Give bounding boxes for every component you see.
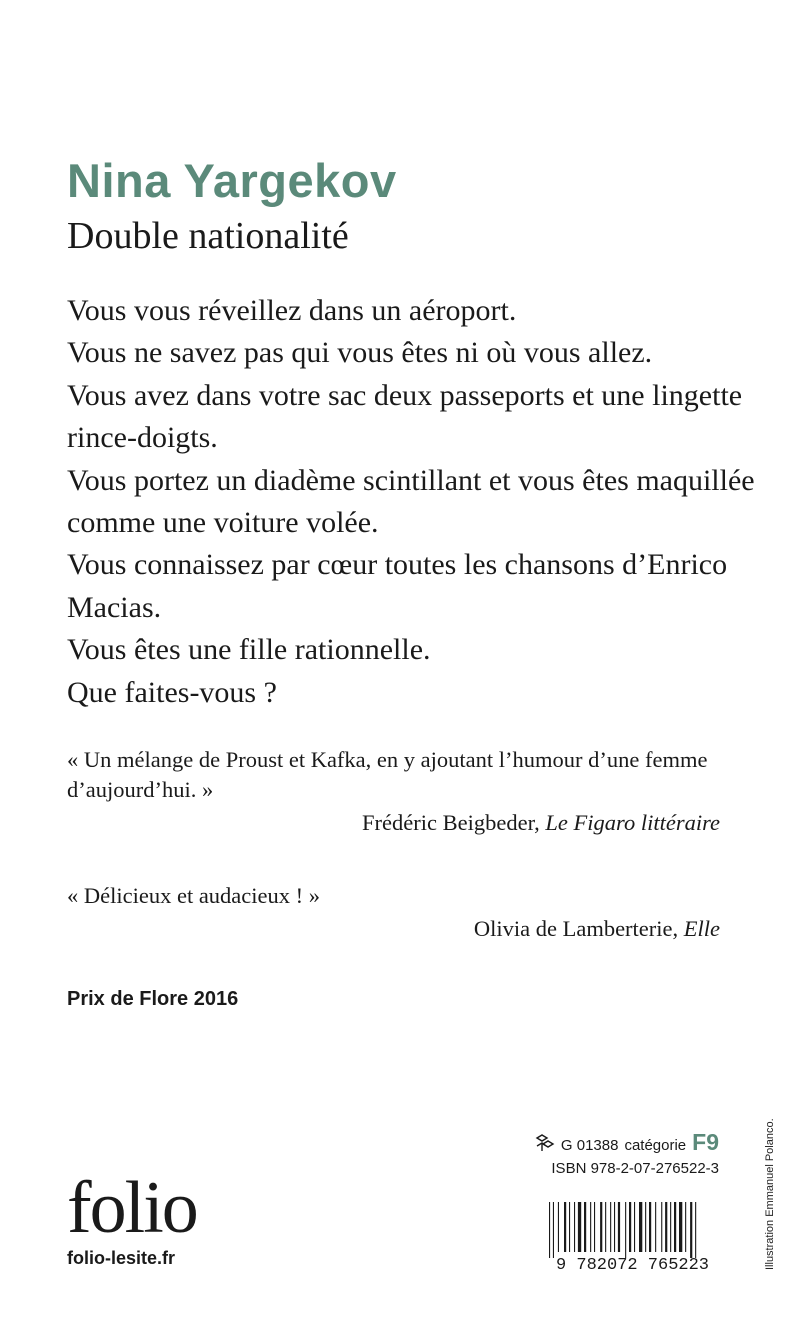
quote-attribution [67,808,720,838]
barcode-bar [605,1202,606,1252]
barcode-bar [590,1202,591,1252]
blurb-line: Vous vous réveillez dans un aéroport. [67,294,517,327]
blurb-line: Vous connaissez par cœur toutes les chansons d’Enrico [67,548,728,582]
blurb-line: Vous portez un diadème scintillant et vous êtes maquillée [67,463,755,497]
blurb-line: Vous ne savez pas qui vous êtes ni où vous allez. [67,336,653,370]
barcode-bar [549,1202,550,1258]
quote-author: Frédéric Beigbeder, [362,810,546,835]
barcode-bar [690,1202,692,1258]
quote-line: d’aujourd’hui. » [67,777,214,802]
quote-line: « Délicieux et audacieux ! » [67,883,321,908]
prize-label: Prix de Flore 2016 [67,988,239,1010]
barcode-bar [584,1202,586,1252]
blurb-line: comme une voiture volée. [67,505,379,539]
barcode-bar [639,1202,642,1252]
blurb-line: Macias. [67,590,162,624]
blurb-line: rince-doigts. [67,421,218,455]
barcode-bar [695,1202,696,1258]
quote-source: Elle [683,916,720,941]
quote-author: Olivia de Lamberterie, [473,916,684,941]
g-code: G 01388 [560,1137,619,1154]
barcode-bar [610,1202,611,1252]
barcode-bar [600,1202,602,1252]
gallimard-emblem-icon [535,1134,555,1152]
author-name: Nina Yargekov [67,154,397,207]
barcode-bar [614,1202,615,1252]
barcode-bar [618,1202,620,1252]
barcode-bar [665,1202,667,1252]
barcode-bar [661,1202,662,1252]
barcode-bars [549,1202,696,1258]
barcode-bar [594,1202,595,1252]
quote-attribution [67,914,720,944]
barcode-bar [679,1202,682,1252]
barcode-bar [655,1202,656,1252]
barcode-bar [553,1202,554,1258]
barcode-bar [670,1202,671,1252]
barcode-bar [674,1202,676,1252]
blurb [67,290,755,714]
isbn: ISBN 978-2-07-276522-3 [551,1160,719,1177]
barcode-bar [685,1202,686,1252]
blurb-line: Que faites-vous ? [67,675,277,709]
barcode-bar [629,1202,631,1252]
blurb-line: Vous avez dans votre sac deux passeports et une lingette [67,378,743,412]
barcode-bar [649,1202,651,1252]
folio-logo: folio [67,1167,197,1249]
catalog-codes [533,1129,719,1181]
barcode-bar [634,1202,635,1252]
book-title: Double nationalité [67,215,349,257]
barcode-bar [558,1202,559,1252]
category-row [533,1129,719,1157]
press-quote-2 [67,881,720,944]
quote-line: « Un mélange de Proust et Kafka, en y ajoutant l’humour d’une femme [67,747,708,772]
quote-source: Le Figaro littéraire [545,810,720,835]
category-label: catégorie [624,1137,687,1154]
barcode-bar [578,1202,581,1252]
press-quote-1 [67,745,720,838]
barcode-bar [645,1202,646,1252]
category-code: F9 [692,1129,719,1155]
illustration-credit: Illustration Emmanuel Polanco. [764,1118,776,1270]
barcode-bar [564,1202,566,1252]
barcode-number: 9 782072 765223 [555,1256,710,1272]
blurb-line: Vous êtes une fille rationnelle. [67,633,431,667]
barcode-bar [569,1202,570,1252]
barcode-bar [625,1202,626,1258]
barcode-bar [574,1202,575,1252]
barcode [545,1202,720,1272]
publisher-website: folio-lesite.fr [67,1248,176,1268]
